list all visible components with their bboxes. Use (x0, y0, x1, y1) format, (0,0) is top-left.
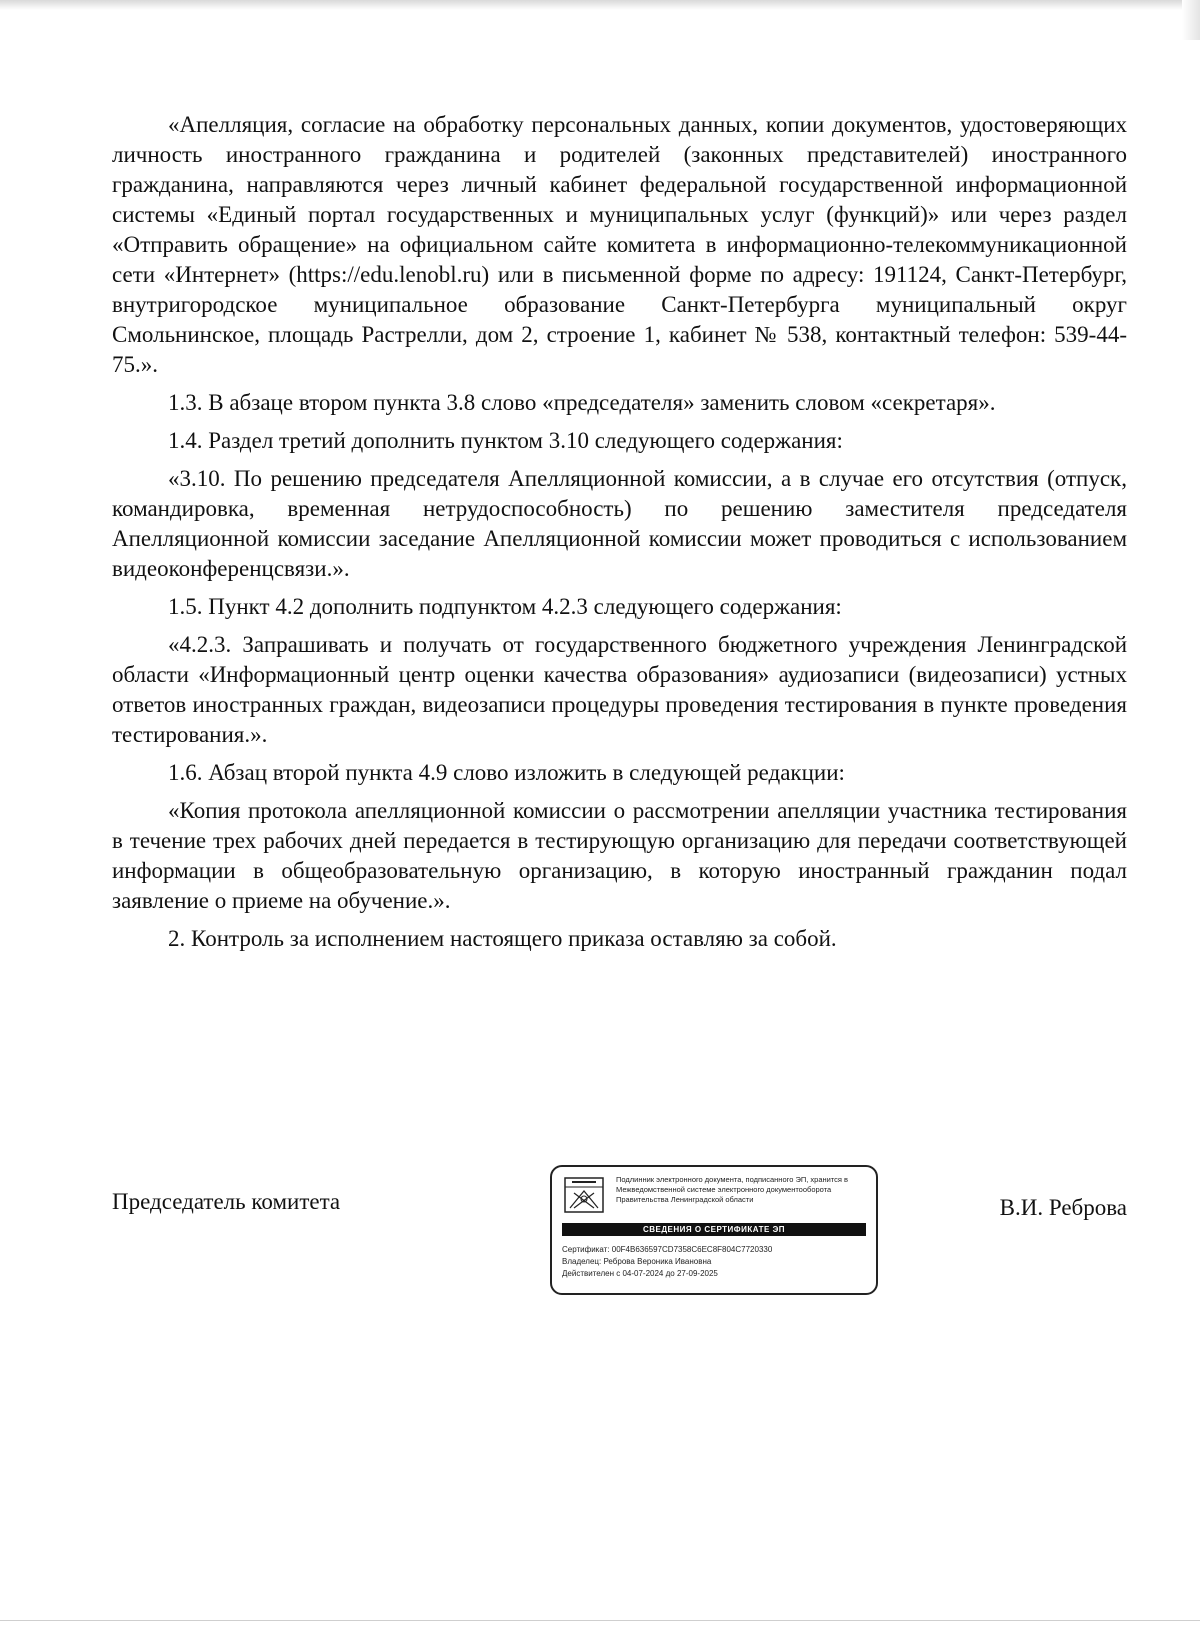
paragraph-1-3: 1.3. В абзаце втором пункта 3.8 слово «председателя» заменить словом «секретаря». (168, 390, 996, 415)
stamp-certificate-header: СВЕДЕНИЯ О СЕРТИФИКАТЕ ЭП (562, 1223, 866, 1236)
paragraph-3-10: «3.10. По решению председателя Апелляционной комиссии, а в случае его отсутствия (отпуск, командировка, временная нетрудоспособность) по решению заместителя председателя Апелляционной комиссии заседание Апелляционной комиссии может проводиться с использованием видеоконференцсвязи.». (112, 466, 1127, 581)
signature-block (112, 1165, 1127, 1305)
lenoblast-coat-of-arms-icon (564, 1177, 604, 1213)
signatory-position: Председатель комитета (112, 1189, 341, 1214)
electronic-signature-stamp (550, 1165, 878, 1295)
stamp-storage-note: Подлинник электронного документа, подписанного ЭП, хранится в Межведомственной системе электронного документооборота Правительства Ленинградской области (616, 1175, 849, 1204)
stamp-certificate-number: Сертификат: 00F4B636597CD7358C6EC8F804C7720330 (562, 1245, 773, 1254)
stamp-certificate-details (562, 1244, 866, 1280)
stamp-owner: Владелец: Реброва Вероника Ивановна (562, 1257, 712, 1266)
document-body (112, 110, 1127, 962)
paragraph-1-6: 1.6. Абзац второй пункта 4.9 слово изложить в следующей редакции: (168, 760, 845, 785)
paragraph-appeal-submission: «Апелляция, согласие на обработку персональных данных, копии документов, удостоверяющих личность иностранного гражданина и родителей (законных представителей) иностранного гражданина, направляются через личный кабинет федеральной государственной информационной системы «Единый портал государственных и муниципальных услуг (функций)» или через раздел «Отправить обращение» на официальном сайте комитета в информационно-телекоммуникационной сети «Интернет» (https://edu.lenobl.ru) или в письменной форме по адресу: 191124, Санкт-Петербург, внутригородское муниципальное образование Санкт-Петербурга муниципальный округ Смольнинское, площадь Растрелли, дом 2, строение 1, кабинет № 538, контактный телефон: 539-44-75.». (112, 112, 1127, 377)
scan-edge-top (0, 0, 1200, 10)
paragraph-2-control: 2. Контроль за исполнением настоящего приказа оставляю за собой. (168, 926, 837, 951)
signatory-name: В.И. Реброва (999, 1195, 1127, 1220)
stamp-header-area (562, 1175, 866, 1219)
scan-edge-right (1182, 0, 1200, 40)
paragraph-1-4: 1.4. Раздел третий дополнить пунктом 3.10 следующего содержания: (168, 428, 843, 453)
paragraph-4-2-3: «4.2.3. Запрашивать и получать от государственного бюджетного учреждения Ленинградской области «Информационный центр оценки качества образования» аудиозаписи (видеозаписи) устных ответов иностранных граждан, видеозаписи процедуры проведения тестирования в пункте проведения тестирования.». (112, 632, 1127, 747)
paragraph-protocol-copy: «Копия протокола апелляционной комиссии о рассмотрении апелляции участника тестирования в течение трех рабочих дней передается в тестирующую организацию для передачи соответствующей информации в общеобразовательную организацию, в которую иностранный гражданин подал заявление о приеме на обучение.». (112, 798, 1127, 913)
stamp-validity: Действителен с 04-07-2024 до 27-09-2025 (562, 1269, 718, 1278)
paragraph-1-5: 1.5. Пункт 4.2 дополнить подпунктом 4.2.3 следующего содержания: (168, 594, 842, 619)
scan-edge-bottom (0, 1620, 1200, 1621)
